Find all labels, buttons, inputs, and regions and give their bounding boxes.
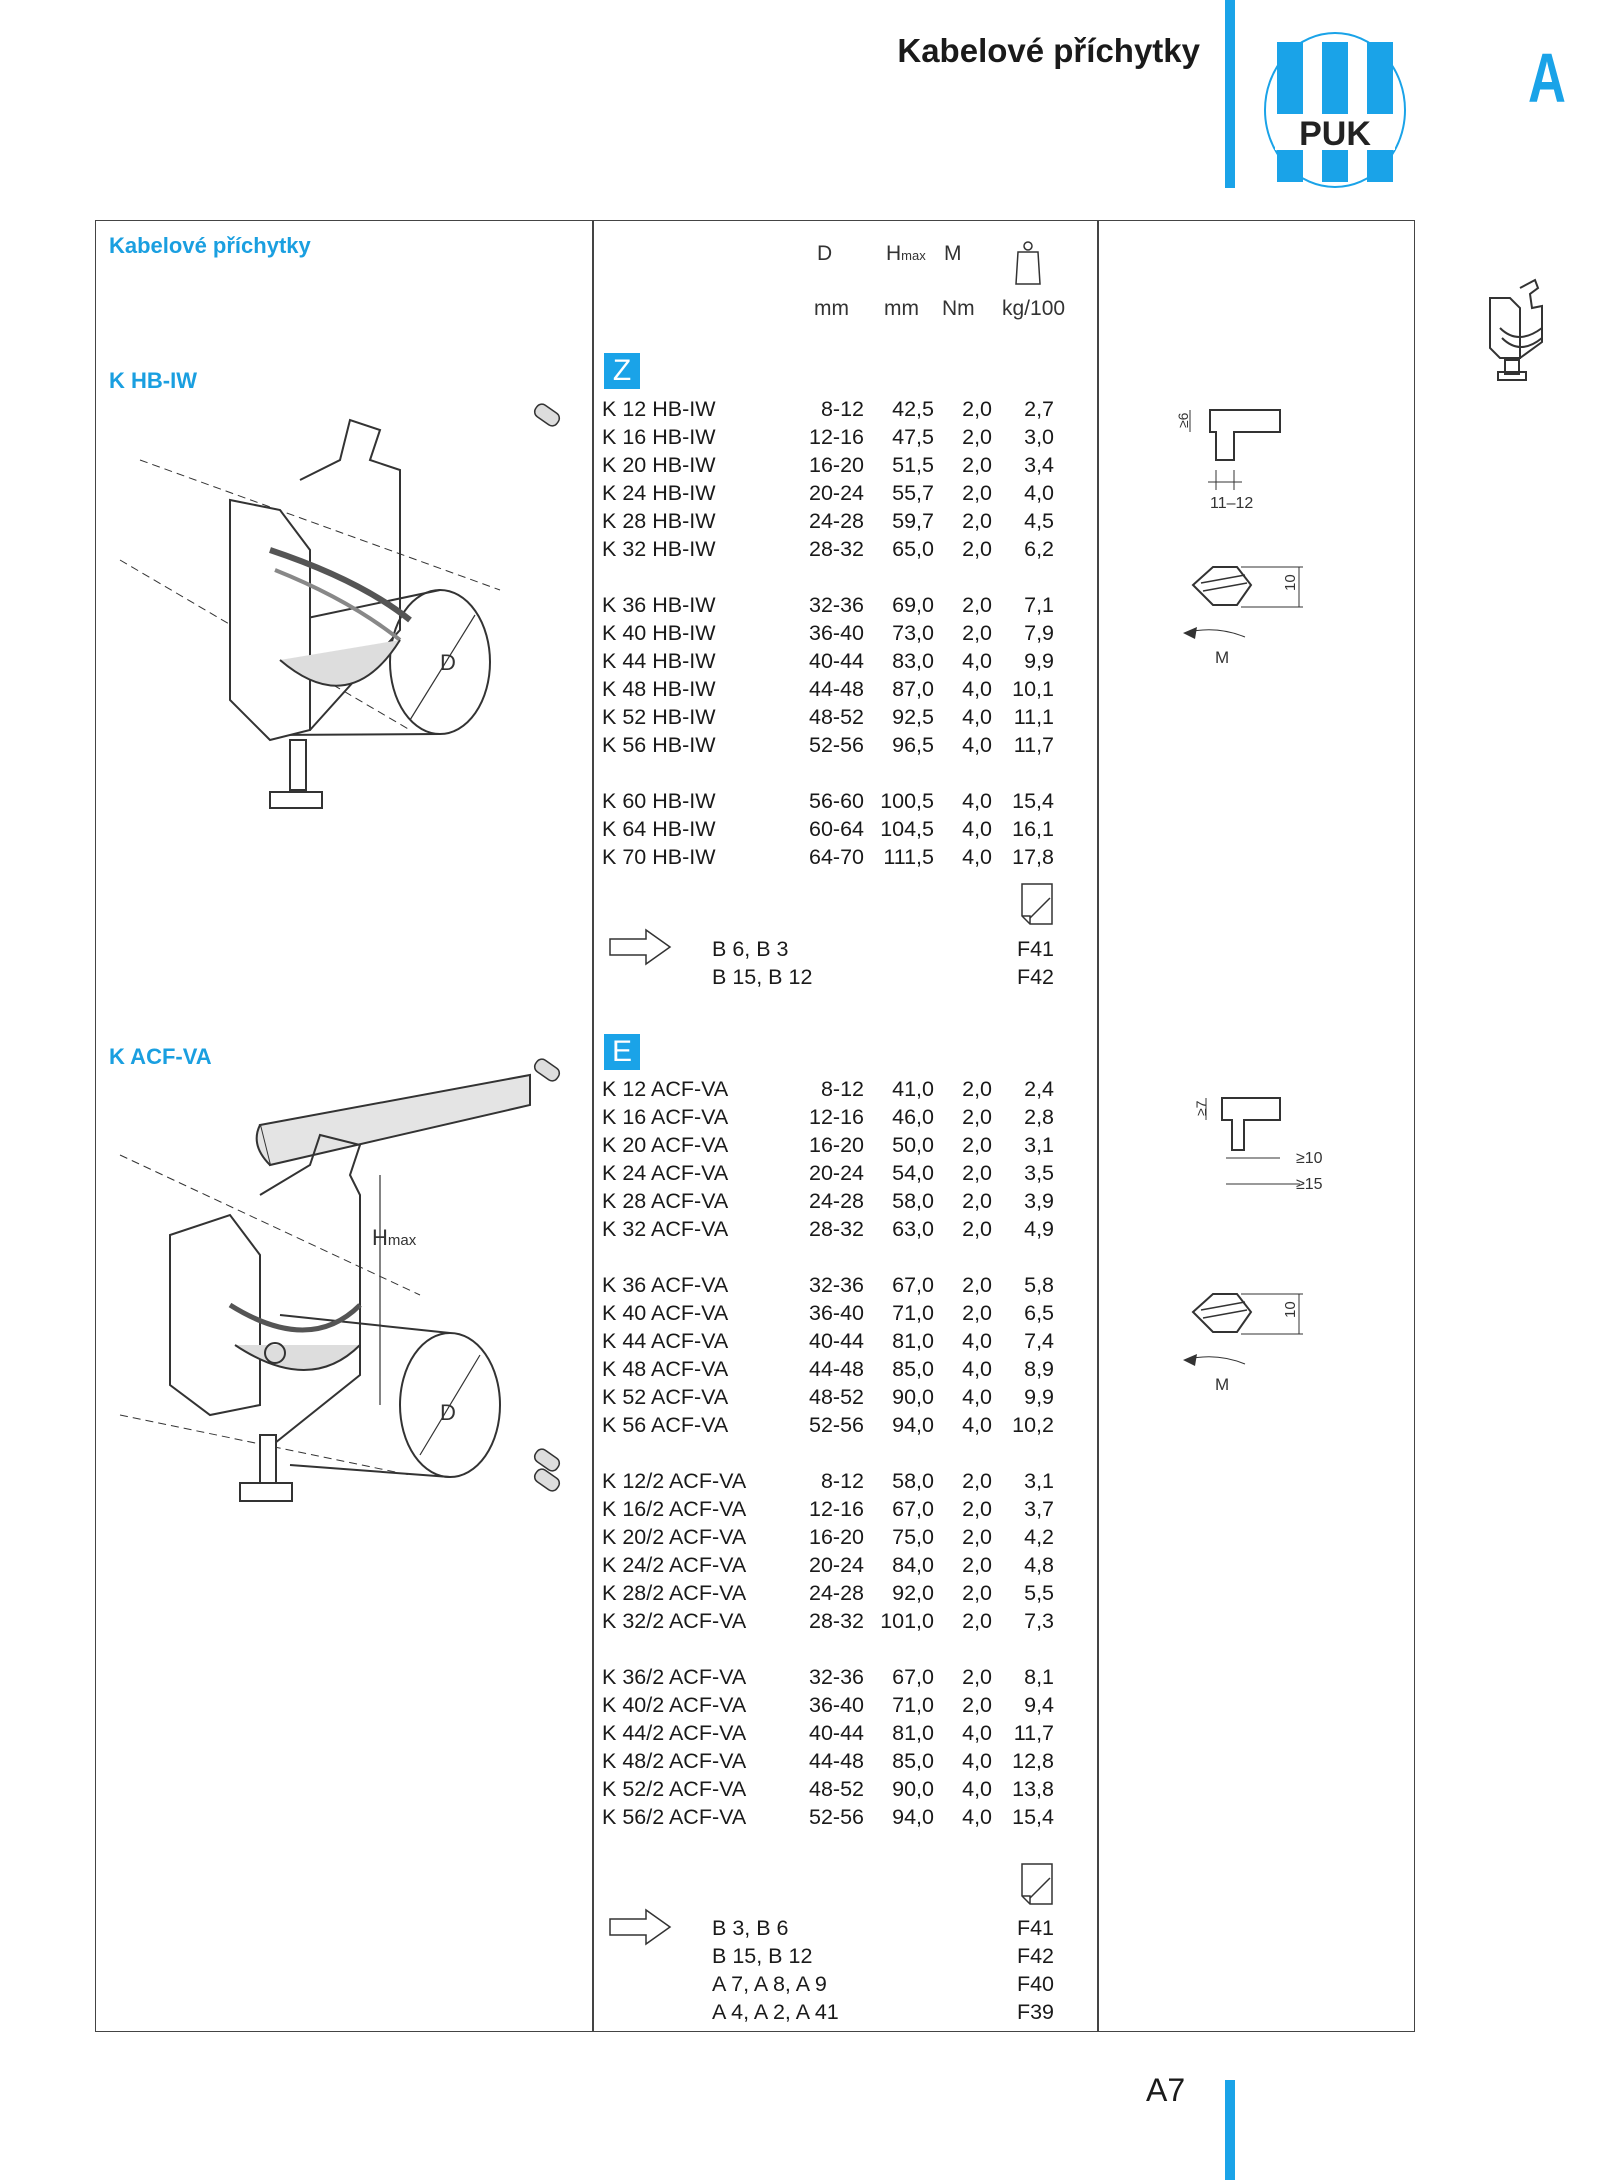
cable-clip-icon	[1480, 268, 1560, 388]
weight-icon	[1012, 240, 1044, 286]
drawing-label-d: D	[440, 650, 456, 675]
hex-nut-2	[1175, 1282, 1325, 1412]
rail-w1-label: ≥10	[1296, 1150, 1323, 1167]
header-divider	[1225, 0, 1235, 188]
col-header-h-letter: H	[886, 242, 902, 265]
reference-row: B 15, B 12 F42	[712, 965, 1054, 989]
rail-height-label: ≥6	[1175, 412, 1191, 428]
col-unit-d: mm	[814, 297, 849, 320]
hex-nut-1	[1175, 555, 1325, 685]
col-header-d: D	[817, 242, 833, 265]
puk-logo	[1260, 30, 1410, 190]
column-divider-right	[1097, 220, 1099, 2032]
page-number: A7	[1146, 2072, 1186, 2108]
rail-width-label: 11–12	[1210, 495, 1254, 512]
col-header-h-sub: max	[901, 248, 926, 263]
drawing-label-h-sub: max	[387, 1232, 417, 1249]
puk-logo-text: PUK	[1299, 115, 1371, 153]
col-unit-h: mm	[884, 297, 919, 320]
document-icon	[1020, 1862, 1054, 1906]
col-unit-kg: kg/100	[1002, 297, 1066, 320]
torque-label: M	[1215, 648, 1230, 667]
drawing-label-hmax	[372, 1225, 417, 1250]
reference-row: B 3, B 6 F41	[712, 1916, 1054, 1940]
reference-row: B 6, B 3 F41	[712, 937, 1054, 961]
section1-badge: Z	[604, 353, 640, 389]
section1-name: K HB-IW	[109, 368, 197, 393]
hex-size-label: 10	[1282, 1301, 1299, 1318]
footer-bar	[1225, 2080, 1235, 2180]
k-acf-va-drawing	[110, 1055, 570, 1535]
col-header-h	[886, 242, 926, 266]
column-divider-left	[592, 220, 594, 2032]
drawing-label-d: D	[440, 1400, 456, 1425]
col-header-m: M	[944, 242, 962, 265]
reference-row: B 15, B 12 F42	[712, 1944, 1054, 1968]
col-unit-m: Nm	[942, 297, 975, 320]
section2-name: K ACF-VA	[109, 1044, 212, 1069]
rail-profile-1	[1170, 390, 1320, 520]
reference-row: A 7, A 8, A 9 F40	[712, 1972, 1054, 1996]
hex-size-label: 10	[1282, 574, 1299, 591]
rail-w2-label: ≥15	[1296, 1176, 1323, 1193]
rail-profile-2	[1170, 1078, 1330, 1208]
drawing-label-h: H	[372, 1225, 388, 1250]
section-letter: A	[1528, 39, 1566, 117]
arrow-right-icon	[608, 928, 672, 966]
arrow-right-icon	[608, 1908, 672, 1946]
page-title: Kabelové příchytky	[897, 32, 1200, 69]
k-hb-iw-drawing	[110, 400, 570, 820]
left-heading: Kabelové příchytky	[109, 233, 311, 258]
rail-height-label: ≥7	[1193, 1100, 1209, 1116]
torque-label: M	[1215, 1375, 1230, 1394]
section2-badge: E	[604, 1034, 640, 1070]
document-icon	[1020, 882, 1054, 926]
reference-row: A 4, A 2, A 41 F39	[712, 2000, 1054, 2024]
